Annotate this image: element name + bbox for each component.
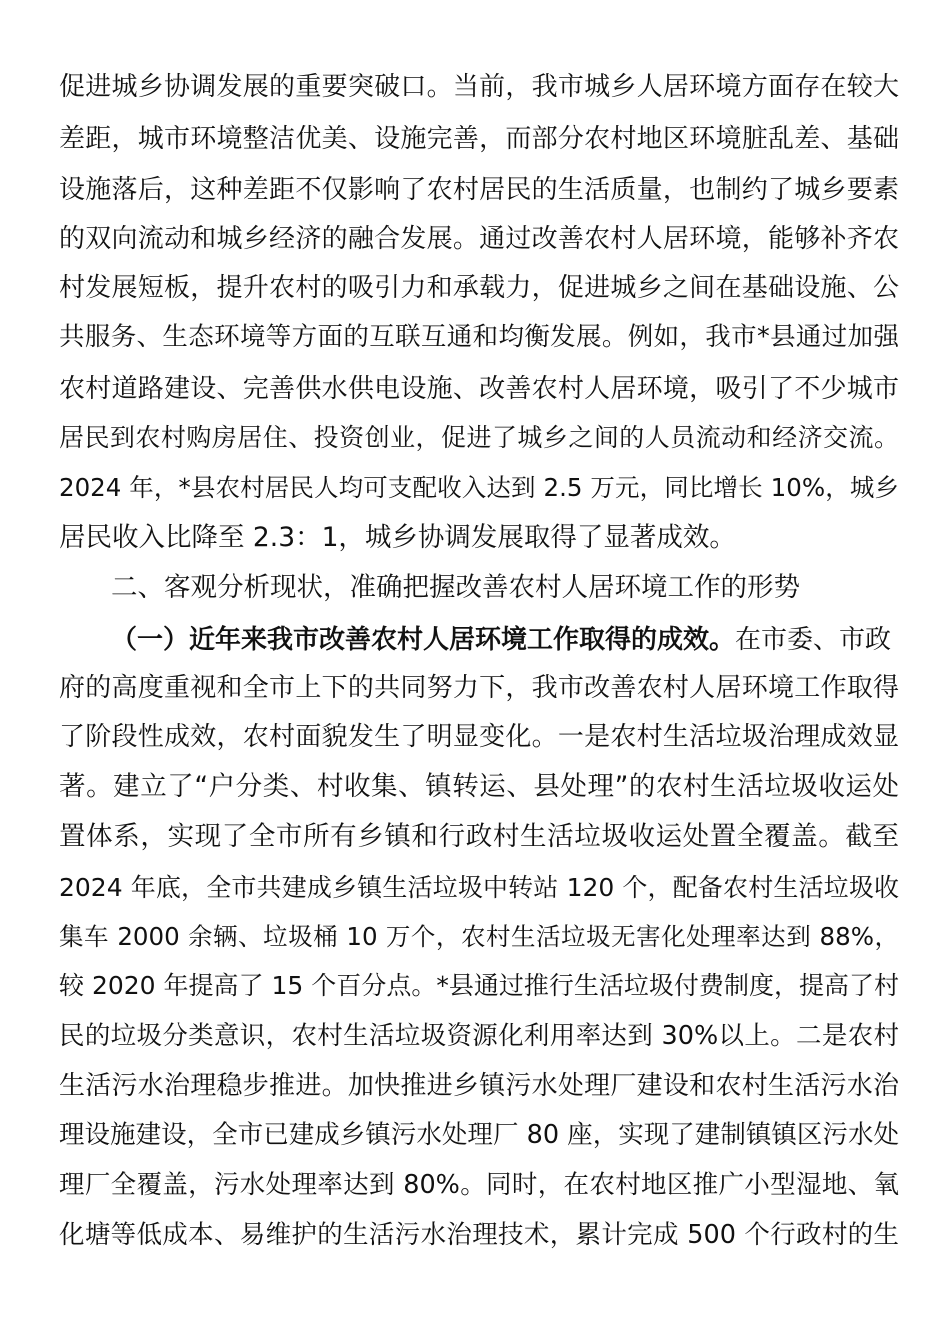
subsection-heading: （一）近年来我市改善农村人居环境工作取得的成效。 <box>111 625 736 655</box>
text-line: 共服务、生态环境等方面的互联互通和均衡发展。例如，我市*县通过加强 <box>59 322 899 352</box>
text-line: 2024 年底，全市共建成乡镇生活垃圾中转站 120 个，配备农村生活垃圾收 <box>59 873 899 902</box>
text-line: 理厂全覆盖，污水处理率达到 80%。同时，在农村地区推广小型湿地、氧 <box>59 1170 899 1200</box>
text-line: 置体系，实现了全市所有乡镇和行政村生活垃圾收运处置全覆盖。截至 <box>59 821 899 852</box>
text-line: 理设施建设，全市已建成乡镇污水处理厂 80 座，实现了建制镇镇区污水处 <box>59 1120 899 1150</box>
subsection-lead-text: 在市委、市政 <box>735 625 892 655</box>
text-line: 差距，城市环境整洁优美、设施完善，而部分农村地区环境脏乱差、基础 <box>59 124 899 154</box>
text-line: 设施落后，这种差距不仅影响了农村居民的生活质量，也制约了城乡要素 <box>59 175 899 205</box>
text-line: 居民收入比降至 2.3：1，城乡协调发展取得了显著成效。 <box>59 522 736 553</box>
text-line: 的双向流动和城乡经济的融合发展。通过改善农村人居环境，能够补齐农 <box>59 224 899 254</box>
text-line: 府的高度重视和全市上下的共同努力下，我市改善农村人居环境工作取得 <box>59 673 899 703</box>
text-line: 村发展短板，提升农村的吸引力和承载力，促进城乡之间在基础设施、公 <box>59 273 899 303</box>
text-line: 农村道路建设、完善供水供电设施、改善农村人居环境，吸引了不少城市 <box>59 374 899 404</box>
subsection-line <box>111 620 899 660</box>
text-line: 了阶段性成效，农村面貌发生了明显变化。一是农村生活垃圾治理成效显 <box>59 722 899 752</box>
text-line: 民的垃圾分类意识，农村生活垃圾资源化利用率达到 30%以上。二是农村 <box>59 1021 899 1051</box>
text-line: 集车 2000 余辆、垃圾桶 10 万个，农村生活垃圾无害化处理率达到 88%， <box>59 922 899 951</box>
text-line: 著。建立了“户分类、村收集、镇转运、县处理”的农村生活垃圾收运处 <box>59 771 899 802</box>
section-heading: 二、客观分析现状，准确把握改善农村人居环境工作的形势 <box>111 572 800 603</box>
text-line: 促进城乡协调发展的重要突破口。当前，我市城乡人居环境方面存在较大 <box>59 72 899 102</box>
text-line: 居民到农村购房居住、投资创业，促进了城乡之间的人员流动和经济交流。 <box>59 423 899 452</box>
text-line: 生活污水治理稳步推进。加快推进乡镇污水处理厂建设和农村生活污水治 <box>59 1071 899 1101</box>
text-line: 较 2020 年提高了 15 个百分点。*县通过推行生活垃圾付费制度，提高了村 <box>59 971 899 1000</box>
text-line: 化塘等低成本、易维护的生活污水治理技术，累计完成 500 个行政村的生 <box>59 1220 899 1250</box>
text-line: 2024 年，*县农村居民人均可支配收入达到 2.5 万元，同比增长 10%，城乡 <box>59 473 899 502</box>
